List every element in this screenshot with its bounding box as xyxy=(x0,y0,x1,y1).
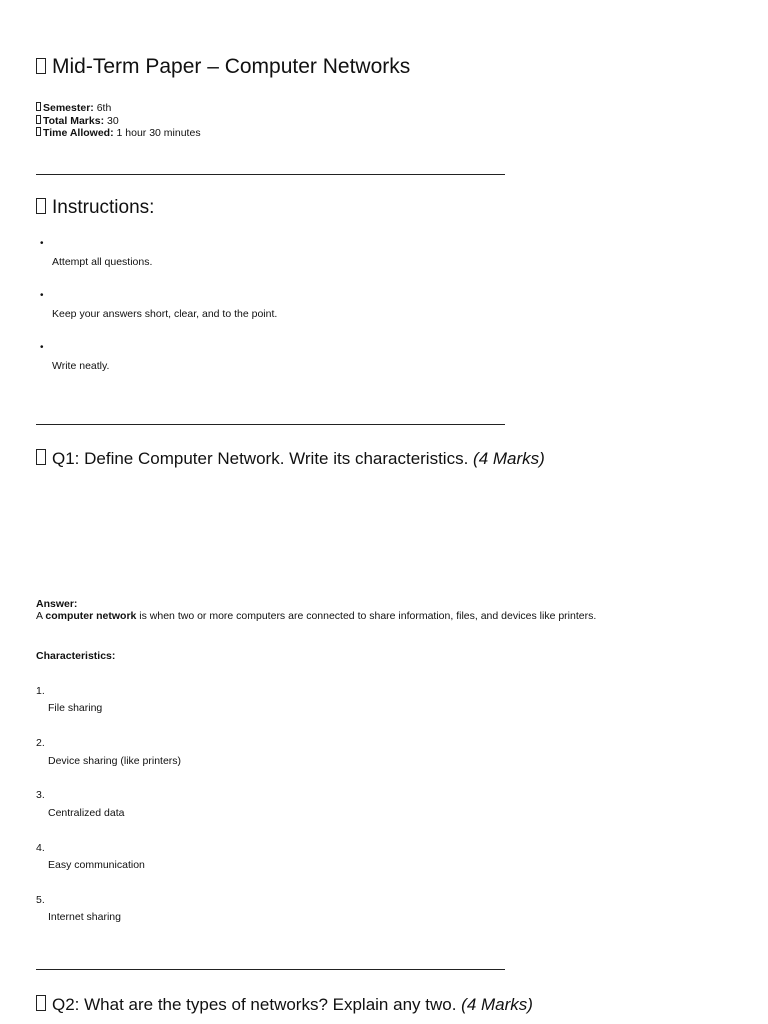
page-title-text: Mid-Term Paper – Computer Networks xyxy=(52,55,411,78)
question-icon xyxy=(36,449,46,465)
page-title xyxy=(36,55,410,79)
question-1-text: Q1: Define Computer Network. Write its characteristics. xyxy=(52,449,469,468)
divider xyxy=(36,424,505,425)
meta-total-marks xyxy=(36,115,201,128)
answer-text xyxy=(36,610,596,622)
question-2-heading xyxy=(36,994,533,1015)
list-number: 1. xyxy=(36,685,45,697)
answer-term: computer network xyxy=(45,610,137,622)
instructions-heading xyxy=(36,197,154,219)
characteristic-item: Easy communication xyxy=(48,859,145,871)
semester-value: 6th xyxy=(96,102,112,114)
bullet-marker: • xyxy=(40,290,44,301)
list-number: 4. xyxy=(36,842,45,854)
characteristic-item: File sharing xyxy=(48,702,103,714)
total-marks-label: Total Marks: xyxy=(43,114,105,127)
answer-prefix: A xyxy=(36,610,43,622)
characteristics-label: Characteristics: xyxy=(36,650,116,662)
characteristic-item: Centralized data xyxy=(48,807,125,819)
answer-rest: is when two or more computers are connected to share information, files, and devices like printers. xyxy=(139,610,597,622)
document-icon xyxy=(36,58,46,74)
list-number: 2. xyxy=(36,737,45,749)
list-number: 3. xyxy=(36,789,45,801)
question-1-heading xyxy=(36,448,545,469)
question-icon xyxy=(36,995,46,1011)
meta-time-allowed xyxy=(36,127,201,140)
question-1-marks: (4 Marks) xyxy=(473,449,545,468)
bullet-marker: • xyxy=(40,238,44,249)
marks-icon xyxy=(36,115,41,124)
question-2-marks: (4 Marks) xyxy=(461,995,533,1014)
instruction-item: Keep your answers short, clear, and to the point. xyxy=(52,308,278,320)
time-allowed-label: Time Allowed: xyxy=(43,127,114,139)
meta-semester xyxy=(36,102,201,115)
bullet-marker: • xyxy=(40,342,44,353)
instruction-item: Attempt all questions. xyxy=(52,256,153,268)
instructions-heading-text: Instructions: xyxy=(52,197,155,218)
time-allowed-value: 1 hour 30 minutes xyxy=(116,127,201,139)
semester-icon xyxy=(36,102,41,111)
question-2-text: Q2: What are the types of networks? Explain any two. xyxy=(52,995,457,1014)
paper-meta xyxy=(36,102,201,140)
total-marks-value: 30 xyxy=(107,114,119,127)
list-number: 5. xyxy=(36,894,45,906)
characteristic-item: Device sharing (like printers) xyxy=(48,755,182,767)
characteristic-item: Internet sharing xyxy=(48,911,121,923)
instruction-item: Write neatly. xyxy=(52,360,110,372)
clock-icon xyxy=(36,127,41,136)
instructions-icon xyxy=(36,198,46,214)
divider xyxy=(36,174,505,175)
divider xyxy=(36,969,505,970)
answer-label: Answer: xyxy=(36,598,78,610)
semester-label: Semester: xyxy=(43,102,94,114)
